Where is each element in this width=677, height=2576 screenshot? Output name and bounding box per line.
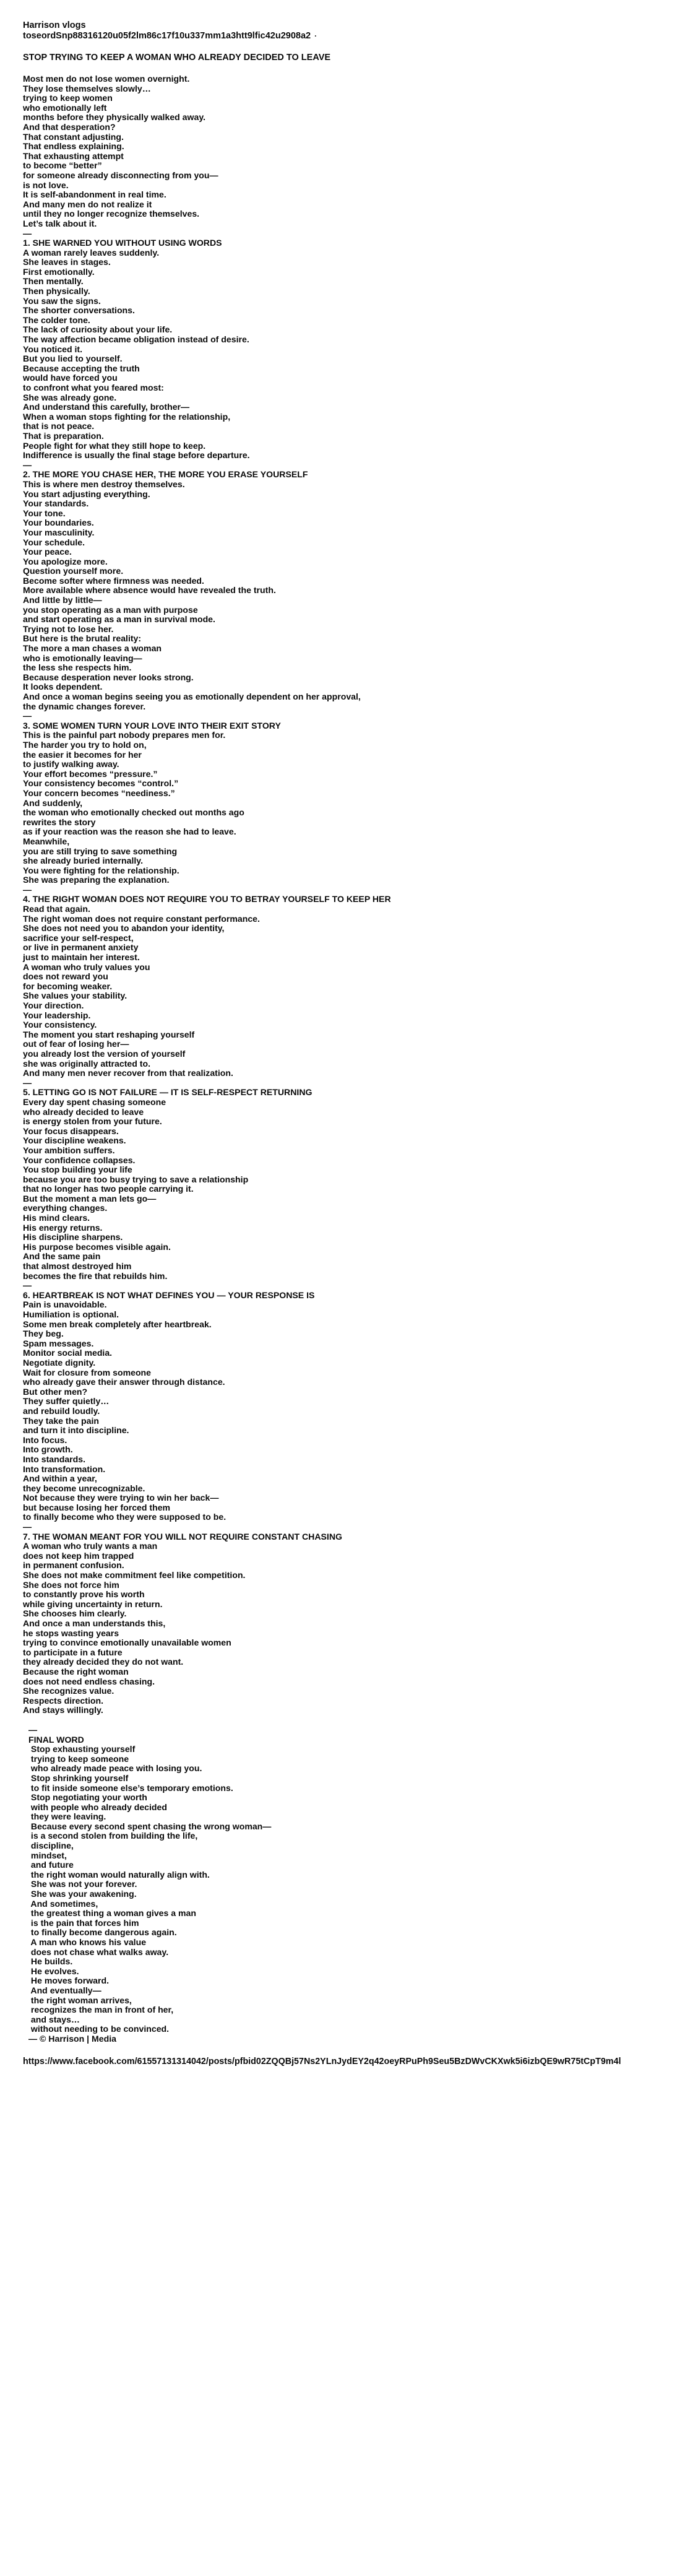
text-line: and turn it into discipline. — [23, 1425, 129, 1436]
text-line: for becoming weaker. — [23, 981, 113, 991]
text-line: His discipline sharpens. — [23, 1232, 123, 1242]
text-line: The harder you try to hold on, — [23, 739, 147, 750]
text-line: in permanent confusion. — [23, 1560, 124, 1571]
text-line: to finally become who they were supposed to be. — [23, 1512, 226, 1522]
text-line: Because accepting the truth — [23, 363, 140, 373]
text-line: Your masculinity. — [23, 527, 95, 537]
text-line: that is not peace. — [23, 421, 95, 432]
text-line: A woman rarely leaves suddenly. — [23, 247, 160, 258]
text-line: who already gave their answer through distance. — [23, 1377, 225, 1387]
text-line: the easier it becomes for her — [23, 749, 142, 760]
post-body — [0, 41, 654, 2067]
text-line: This is the painful part nobody prepares men for. — [23, 730, 226, 740]
text-line: to constantly prove his worth — [23, 1589, 145, 1600]
text-line: But other men? — [23, 1386, 88, 1397]
text-line: That endless explaining. — [23, 141, 124, 152]
text-line: The lack of curiosity about your life. — [23, 324, 173, 335]
text-line: A woman who truly values you — [23, 961, 150, 972]
text-line: would have forced you — [23, 373, 118, 383]
text-line: The more a man chases a woman — [23, 643, 162, 654]
text-line: the less she respects him. — [23, 662, 132, 673]
text-line: months before they physically walked away. — [23, 112, 206, 123]
text-line: It looks dependent. — [23, 682, 103, 692]
text-line: They beg. — [23, 1329, 64, 1339]
text-line: she was originally attracted to. — [23, 1058, 150, 1069]
text-line: And many men do not realize it — [23, 199, 152, 209]
text-line: Not because they were trying to win her back— — [23, 1493, 219, 1503]
text-line: He builds. — [28, 1956, 73, 1967]
text-line: who already decided to leave — [23, 1106, 144, 1117]
text-line: 7. THE WOMAN MEANT FOR YOU WILL NOT REQUIRE CONSTANT CHASING — [23, 1531, 342, 1542]
text-line: Most men do not lose women overnight. — [23, 74, 190, 84]
text-line: Into standards. — [23, 1454, 86, 1464]
intro-section — [23, 74, 654, 238]
text-line: Indifference is usually the final stage before departure. — [23, 450, 250, 461]
text-line: you are still trying to save something — [23, 846, 178, 856]
text-line: Stop negotiating your worth — [28, 1792, 147, 1803]
text-line: She leaves in stages. — [23, 257, 111, 267]
text-line: They suffer quietly… — [23, 1396, 110, 1407]
text-line: or live in permanent anxiety — [23, 942, 139, 953]
text-line: It is self-abandonment in real time. — [23, 189, 166, 200]
text-line: She recognizes value. — [23, 1686, 114, 1696]
text-line: That exhausting attempt — [23, 150, 124, 161]
text-line: is energy stolen from your future. — [23, 1116, 162, 1127]
text-line: She was not your forever. — [28, 1879, 137, 1889]
text-line: He moves forward. — [28, 1975, 110, 1986]
text-line: that no longer has two people carrying it. — [23, 1184, 194, 1194]
post-title: STOP TRYING TO KEEP A WOMAN WHO ALREADY DECIDED TO LEAVE — [23, 53, 331, 63]
text-line: out of fear of losing her— — [23, 1039, 129, 1049]
text-line: When a woman stops fighting for the relationship, — [23, 411, 231, 422]
text-line: 3. SOME WOMEN TURN YOUR LOVE INTO THEIR EXIT STORY — [23, 720, 281, 731]
text-line: Question yourself more. — [23, 566, 124, 576]
post-meta-row — [23, 31, 677, 41]
text-line: Some men break completely after heartbreak. — [23, 1319, 212, 1329]
text-line: — — [23, 228, 32, 238]
section-5 — [23, 1088, 654, 1290]
separator-dot: · — [314, 32, 317, 40]
author-row — [23, 20, 677, 31]
final-word-section — [23, 1725, 654, 2044]
text-line: And the same pain — [23, 1251, 101, 1262]
text-line: while giving uncertainty in return. — [23, 1598, 163, 1609]
section-7 — [23, 1532, 654, 1715]
text-line: His mind clears. — [23, 1213, 90, 1223]
text-line: She was already gone. — [23, 392, 117, 402]
text-line: as if your reaction was the reason she had to leave. — [23, 826, 236, 837]
text-line: FINAL WORD — [28, 1734, 84, 1745]
text-line: sacrifice your self-respect, — [23, 932, 134, 943]
text-line: Then mentally. — [23, 276, 84, 287]
text-line: She was your awakening. — [28, 1889, 137, 1899]
text-line: Because the right woman — [23, 1666, 129, 1676]
text-line: is not love. — [23, 180, 69, 190]
text-line: Because desperation never looks strong. — [23, 672, 194, 682]
text-line: A man who knows his value — [28, 1937, 147, 1947]
text-line: who emotionally left — [23, 102, 107, 113]
text-line: — — [23, 1280, 32, 1291]
text-line: Into growth. — [23, 1444, 73, 1455]
text-line: Your schedule. — [23, 537, 85, 547]
text-line: Your tone. — [23, 508, 66, 518]
text-line: And many men never recover from that realization. — [23, 1068, 233, 1078]
text-line: You stop building your life — [23, 1164, 132, 1175]
post-id[interactable]: toseordSnp88316120u05f2lm86c17f10u337mm1a3htt9lfic42u2908a2 — [23, 31, 311, 41]
text-line: 5. LETTING GO IS NOT FAILURE — IT IS SELF-RESPECT RETURNING — [23, 1087, 313, 1098]
text-line: And suddenly, — [23, 797, 83, 808]
text-line: People fight for what they still hope to keep. — [23, 440, 206, 451]
text-line: Negotiate dignity. — [23, 1357, 96, 1368]
text-line: You start adjusting everything. — [23, 488, 150, 499]
text-line: The colder tone. — [23, 314, 90, 325]
text-line: You were fighting for the relationship. — [23, 865, 179, 875]
text-line: — — [23, 459, 32, 470]
text-line: that almost destroyed him — [23, 1261, 132, 1272]
text-line: Become softer where firmness was needed. — [23, 575, 204, 586]
text-line: Your peace. — [23, 547, 72, 557]
text-line: But here is the brutal reality: — [23, 633, 142, 644]
text-line: does not keep him trapped — [23, 1550, 134, 1561]
text-line: he stops wasting years — [23, 1628, 119, 1638]
text-line: Because every second spent chasing the wrong woman— — [28, 1821, 272, 1831]
text-line: Stop shrinking yourself — [28, 1772, 129, 1783]
text-line: Your concern becomes “neediness.” — [23, 787, 175, 798]
section-6 — [23, 1291, 654, 1532]
text-line: is a second stolen from building the life, — [28, 1831, 198, 1841]
text-line: 1. SHE WARNED YOU WITHOUT USING WORDS — [23, 238, 222, 248]
text-line: to participate in a future — [23, 1647, 123, 1657]
text-line: Let’s talk about it. — [23, 218, 97, 228]
post-header — [0, 0, 677, 41]
text-line: Your boundaries. — [23, 518, 94, 528]
text-line: Then physically. — [23, 286, 90, 297]
text-line: she already buried internally. — [23, 856, 143, 866]
text-line: to confront what you feared most: — [23, 383, 164, 392]
text-line: And once a woman begins seeing you as emotionally dependent on her approval, — [23, 692, 361, 701]
text-line: Your confidence collapses. — [23, 1155, 136, 1165]
text-line: More available where absence would have revealed the truth. — [23, 585, 276, 596]
text-line: and future — [28, 1860, 74, 1870]
text-line: who is emotionally leaving— — [23, 653, 142, 663]
text-line: Into focus. — [23, 1434, 67, 1445]
text-line: because you are too busy trying to save a relationship — [23, 1174, 249, 1184]
text-line: Every day spent chasing someone — [23, 1096, 166, 1107]
text-line: for someone already disconnecting from you— — [23, 170, 218, 180]
text-line: She chooses him clearly. — [23, 1608, 127, 1619]
section-2 — [23, 470, 654, 721]
text-line: 6. HEARTBREAK IS NOT WHAT DEFINES YOU — YOUR RESPONSE IS — [23, 1290, 315, 1300]
text-line: Read that again. — [23, 904, 90, 914]
text-line: does not reward you — [23, 971, 108, 982]
text-line: until they no longer recognize themselves. — [23, 209, 200, 219]
section-4 — [23, 895, 654, 1088]
text-line: Your discipline weakens. — [23, 1135, 126, 1146]
text-line: but because losing her forced them — [23, 1502, 171, 1512]
text-line: She values your stability. — [23, 991, 127, 1001]
text-line: And understand this carefully, brother— — [23, 402, 190, 412]
text-line: And eventually— — [28, 1985, 101, 1995]
text-line: and start operating as a man in survival mode. — [23, 614, 215, 625]
text-line: discipline, — [28, 1841, 74, 1851]
text-line: But the moment a man lets go— — [23, 1193, 157, 1203]
text-line: Your direction. — [23, 1000, 84, 1010]
text-line: the dynamic changes forever. — [23, 701, 146, 711]
text-line: She does not make commitment feel like competition. — [23, 1570, 246, 1581]
text-line: to fit inside someone else’s temporary emotions. — [28, 1782, 233, 1793]
text-line: Humiliation is optional. — [23, 1309, 119, 1319]
text-line: everything changes. — [23, 1203, 108, 1213]
text-line: The shorter conversations. — [23, 305, 135, 316]
text-line: That is preparation. — [23, 430, 104, 441]
text-line: to justify walking away. — [23, 759, 119, 770]
text-line: And once a man understands this, — [23, 1618, 166, 1628]
text-line: Your standards. — [23, 498, 89, 509]
text-line: and stays… — [28, 2014, 80, 2024]
text-line: Stop exhausting yourself — [28, 1744, 136, 1754]
text-line: 2. THE MORE YOU CHASE HER, THE MORE YOU ERASE YOURSELF — [23, 469, 308, 480]
text-line: they were leaving. — [28, 1811, 106, 1822]
post-link[interactable]: https://www.facebook.com/61557131314042/posts/pfbid02ZQQBj57Ns2YLnJydEY2q42oeyRPuPh9Seu5BzDWvCKXwk5i6izbQE9wR75tCpT9m4l — [23, 2056, 621, 2066]
text-line: First emotionally. — [23, 266, 95, 277]
section-3 — [23, 721, 654, 895]
text-line: rewrites the story — [23, 817, 96, 827]
text-line: And stays willingly. — [23, 1705, 103, 1715]
text-line: Your effort becomes “pressure.” — [23, 768, 158, 779]
text-line: This is where men destroy themselves. — [23, 479, 185, 489]
text-line: recognizes the man in front of her, — [28, 2005, 174, 2015]
text-line: the woman who emotionally checked out months ago — [23, 807, 244, 818]
text-line: Your consistency. — [23, 1020, 97, 1030]
text-line: with people who already decided — [28, 1802, 167, 1812]
text-line: is the pain that forces him — [28, 1917, 139, 1928]
text-line: the right woman arrives, — [28, 1995, 132, 2005]
text-line: you already lost the version of yourself — [23, 1048, 186, 1059]
text-line: Wait for closure from someone — [23, 1367, 152, 1377]
text-line: you stop operating as a man with purpose — [23, 604, 198, 615]
text-line: Your leadership. — [23, 1010, 91, 1020]
text-line: The way affection became obligation instead of desire. — [23, 334, 249, 345]
text-line: the right woman would naturally align with. — [28, 1869, 210, 1880]
text-line: mindset, — [28, 1850, 67, 1860]
text-line: the greatest thing a woman gives a man — [28, 1908, 196, 1919]
text-line: Into transformation. — [23, 1464, 106, 1474]
text-line: But you lied to yourself. — [23, 353, 123, 364]
text-line: They lose themselves slowly… — [23, 83, 151, 93]
text-line: Respects direction. — [23, 1695, 104, 1706]
text-line: Your ambition suffers. — [23, 1145, 115, 1155]
text-line: They take the pain — [23, 1415, 99, 1426]
text-line: Your consistency becomes “control.” — [23, 778, 179, 789]
text-line: without needing to be convinced. — [28, 2024, 170, 2034]
section-1 — [23, 238, 654, 470]
text-line: Monitor social media. — [23, 1348, 113, 1358]
text-line: You apologize more. — [23, 556, 108, 566]
text-line: Pain is unavoidable. — [23, 1299, 107, 1310]
text-line: Your focus disappears. — [23, 1125, 119, 1136]
text-line: His purpose becomes visible again. — [23, 1241, 171, 1252]
text-line: — — [23, 884, 32, 895]
text-line: She does not need you to abandon your identity, — [23, 923, 225, 934]
text-line: — © Harrison | Media — [28, 2033, 116, 2044]
text-line: to finally become dangerous again. — [28, 1927, 177, 1938]
text-line: 4. THE RIGHT WOMAN DOES NOT REQUIRE YOU TO BETRAY YOURSELF TO KEEP HER — [23, 894, 391, 904]
text-line: just to maintain her interest. — [23, 952, 140, 963]
text-line: trying to convince emotionally unavailable women — [23, 1637, 231, 1648]
text-line: Trying not to lose her. — [23, 623, 114, 634]
text-line: trying to keep someone — [28, 1753, 129, 1764]
text-line: they already decided they do not want. — [23, 1657, 184, 1667]
author-name-link[interactable]: Harrison vlogs — [23, 20, 86, 30]
text-line: The right woman does not require constant performance. — [23, 913, 260, 924]
text-line: Meanwhile, — [23, 836, 70, 846]
text-line: He evolves. — [28, 1966, 79, 1976]
text-line: His energy returns. — [23, 1222, 103, 1233]
text-line: She was preparing the explanation. — [23, 875, 170, 885]
text-line: You saw the signs. — [23, 295, 101, 306]
text-line: does not need endless chasing. — [23, 1676, 155, 1686]
text-line: they become unrecognizable. — [23, 1483, 145, 1493]
text-line: And within a year, — [23, 1473, 97, 1484]
text-line: A woman who truly wants a man — [23, 1541, 158, 1551]
text-line: And little by little— — [23, 595, 102, 605]
text-line: trying to keep women — [23, 93, 113, 103]
text-line: does not chase what walks away. — [28, 1946, 169, 1957]
text-line: who already made peace with losing you. — [28, 1763, 202, 1774]
text-line: — — [28, 1724, 38, 1735]
text-line: And sometimes, — [28, 1898, 98, 1909]
text-line: and rebuild loudly. — [23, 1405, 100, 1416]
text-line: She does not force him — [23, 1579, 119, 1590]
text-line: That constant adjusting. — [23, 131, 124, 142]
text-line: — — [23, 1077, 32, 1088]
text-line: You noticed it. — [23, 344, 83, 354]
text-line: Spam messages. — [23, 1338, 94, 1348]
text-line: becomes the fire that rebuilds him. — [23, 1270, 168, 1281]
text-line: to become “better” — [23, 160, 102, 171]
text-line: — — [23, 711, 32, 721]
text-line: The moment you start reshaping yourself — [23, 1029, 195, 1039]
text-line: — — [23, 1522, 32, 1532]
text-line: And that desperation? — [23, 121, 116, 132]
